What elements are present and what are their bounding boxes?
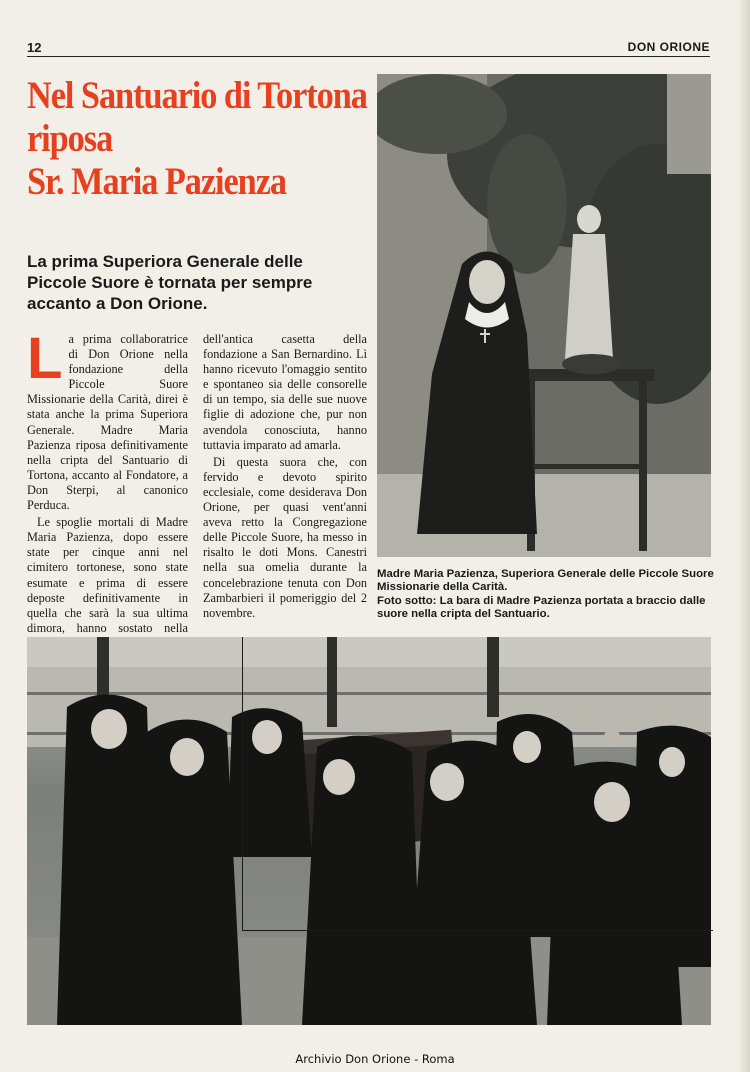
headline-line-2: riposa bbox=[27, 117, 113, 160]
article-column-left bbox=[27, 326, 188, 653]
photo-coffin-procession bbox=[27, 637, 711, 1025]
paragraph: a prima collaboratrice di Don Orione nella fondazione della Piccole Suore Missionarie della Carità, direi è stata anche la prima Superiora Generale. Madre Maria Pazienza riposa definitivamente nella cripta del Santuario di Tortona, accanto al Fondatore, a Don Sterpi, al canonico Perduca. bbox=[27, 332, 188, 513]
article-column-right bbox=[203, 332, 367, 623]
caption-line: Madre Maria Pazienza, Superiora Generale delle Piccole Suore Missionarie della Carità. bbox=[377, 568, 714, 594]
paragraph: dell'antica casetta della fondazione a San Bernardino. Lì hanno ricevuto l'omaggio sentito e spontaneo sia delle consorelle di un tempo, sia delle sue nuove figlie di adozione che, pur non avendola conosciuta, hanno tuttavia imparato ad amarla. bbox=[203, 332, 367, 452]
subheading: La prima Superiora Generale delle Piccole Suore è tornata per sempre accanto a Don Orione. bbox=[27, 252, 313, 313]
photo-caption bbox=[377, 568, 717, 622]
header-rule bbox=[27, 56, 710, 57]
headline bbox=[27, 74, 367, 203]
headline-line-1: Nel Santuario di Tortona bbox=[27, 74, 367, 117]
page-edge bbox=[738, 0, 750, 1072]
photo-madre-maria-pazienza bbox=[377, 74, 711, 557]
magazine-name: DON ORIONE bbox=[627, 40, 710, 54]
headline-line-3: Sr. Maria Pazienza bbox=[27, 160, 286, 203]
caption-line: Foto sotto: La bara di Madre Pazienza portata a braccio dalle suore nella cripta del Santuario. bbox=[377, 594, 706, 621]
paragraph: Le spoglie mortali di Madre Maria Pazienza, dopo essere state per cinque anni nel cimitero tortonese, sono state esumate e prima di essere deposte definitivamente in quella che sarà la sua ultima dimora, hanno sostato nella bbox=[27, 515, 188, 635]
page-number: 12 bbox=[27, 40, 42, 55]
paragraph: Di questa suora che, con fervido e devoto spirito ecclesiale, come desiderava Don Orione, per quasi vent'anni aveva retto la Congregazione delle Piccole Suore, ha messo in risalto le doti Mons. Canestri nella sua omelia durante la concelebrazione tenuta con Don Zambarbieri il pomeriggio del 2 novembre. bbox=[203, 454, 367, 620]
archive-credit: Archivio Don Orione - Roma bbox=[295, 1052, 455, 1066]
drop-cap: L bbox=[27, 326, 63, 391]
